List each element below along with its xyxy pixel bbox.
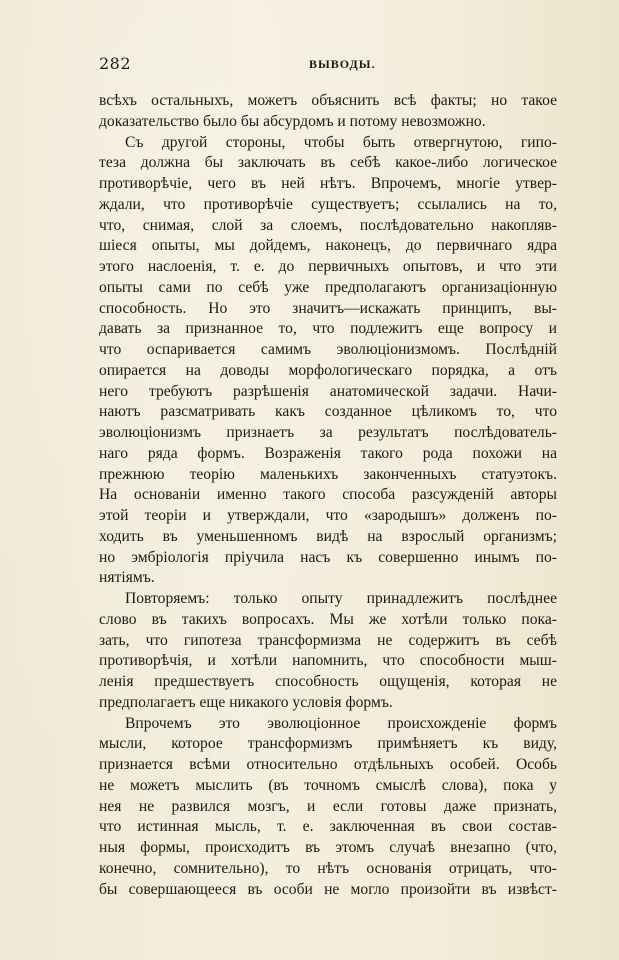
text-line: наютъ разсматривать какъ созданное цѣликомъ то, что (99, 403, 557, 421)
text-line: эволюціонизмъ признаетъ за результатъ послѣдователь- (99, 424, 557, 441)
text-line: этого наслоенія, т. е. до первичныхъ опытовъ, и что эти (99, 258, 557, 275)
text-line: Съ другой стороны, чтобы быть отвергнутою, гипо- (125, 133, 557, 151)
text-line: него требуютъ разрѣшенія анатомической задачи. Начи- (99, 382, 557, 400)
text-line: что истинная мысль, т. е. заключенная въ свои состав- (99, 818, 557, 836)
text-line: На основаніи именно такого способа разсужденій авторы (99, 486, 557, 504)
text-line: прежнюю теорію маленькихъ законченныхъ статуэтокъ. (99, 465, 557, 483)
text-line: противорѣчія, и хотѣли напомнить, что способности мыш- (99, 652, 557, 670)
text-line: что, снимая, слой за слоемъ, послѣдовательно накопляв- (99, 216, 557, 234)
text-line: нея не развился мозгъ, и если готовы даже признать, (99, 797, 557, 815)
text-line: признается всѣми относительно отдѣльныхъ особей. Особь (99, 756, 557, 773)
body-text (99, 91, 557, 900)
page-header (99, 54, 555, 78)
text-line: но эмбріологія пріучила насъ къ совершенно инымъ по- (99, 548, 557, 566)
text-line: противорѣчіе, чего въ ней нѣтъ. Впрочемъ, многіе утвер- (99, 175, 557, 192)
text-line: мысли, которое трансформизмъ примѣняетъ къ виду, (99, 735, 557, 753)
text-line: давать за признанное то, что подлежитъ еще вопросу и (99, 320, 557, 338)
text-line: наго ряда формъ. Возраженія такого рода похожи на (99, 444, 557, 462)
text-line: Впрочемъ это эволюціонное происхожденіе формъ (125, 714, 557, 732)
text-line: предполагаетъ еще никакого условія формъ. (99, 693, 393, 711)
text-line: ходить въ уменьшенномъ видѣ на взрослый организмъ; (99, 527, 557, 545)
text-line: опирается на доводы морфологическаго порядка, а отъ (99, 361, 557, 379)
text-line: ныя формы, происходитъ въ этомъ случаѣ внезапно (что, (99, 839, 557, 856)
page-number: 282 (99, 54, 132, 73)
text-line: что оспаривается самимъ эволюціонизмомъ. Послѣдній (99, 341, 557, 358)
text-line: доказательство было бы абсурдомъ и потому невозможно. (99, 112, 486, 130)
text-line: бы совершающееся въ особи не могло произойти въ извѣст- (99, 880, 557, 898)
text-line: ждали, что противорѣчіе существуетъ; ссылались на то, (99, 195, 557, 213)
text-line: Повторяемъ: только опыту принадлежитъ послѣднее (125, 590, 557, 607)
text-line: всѣхъ остальныхъ, можетъ объяснить всѣ факты; но такое (99, 92, 557, 109)
text-line: нятіямъ. (99, 569, 155, 587)
text-line: слово въ такихъ вопросахъ. Мы же хотѣли только пока- (99, 610, 557, 628)
text-line: зать, что гипотеза трансформизма не содержитъ въ себѣ (99, 631, 557, 649)
text-line: способность. Но это значитъ—искажать принципъ, вы- (99, 299, 557, 317)
running-title: ВЫВОДЫ. (309, 57, 376, 71)
text-line: теза должна бы заключать въ себѣ какое-либо логическое (99, 154, 557, 172)
text-line: опыты сами по себѣ уже предполагаютъ организаціонную (99, 278, 557, 296)
text-line: ленія предшествуетъ способность ощущенія, которая не (99, 673, 557, 690)
text-line: шіеся опыты, мы дойдемъ, наконецъ, до первичнаго ядра (99, 237, 557, 255)
text-line: конечно, сомнительно), то нѣтъ основанія отрицать, что- (99, 859, 557, 877)
text-line: этой теоріи и утверждали, что «зародышъ» долженъ по- (99, 507, 557, 524)
text-line: не можетъ мыслить (въ точномъ смыслѣ слова), пока у (99, 776, 557, 794)
